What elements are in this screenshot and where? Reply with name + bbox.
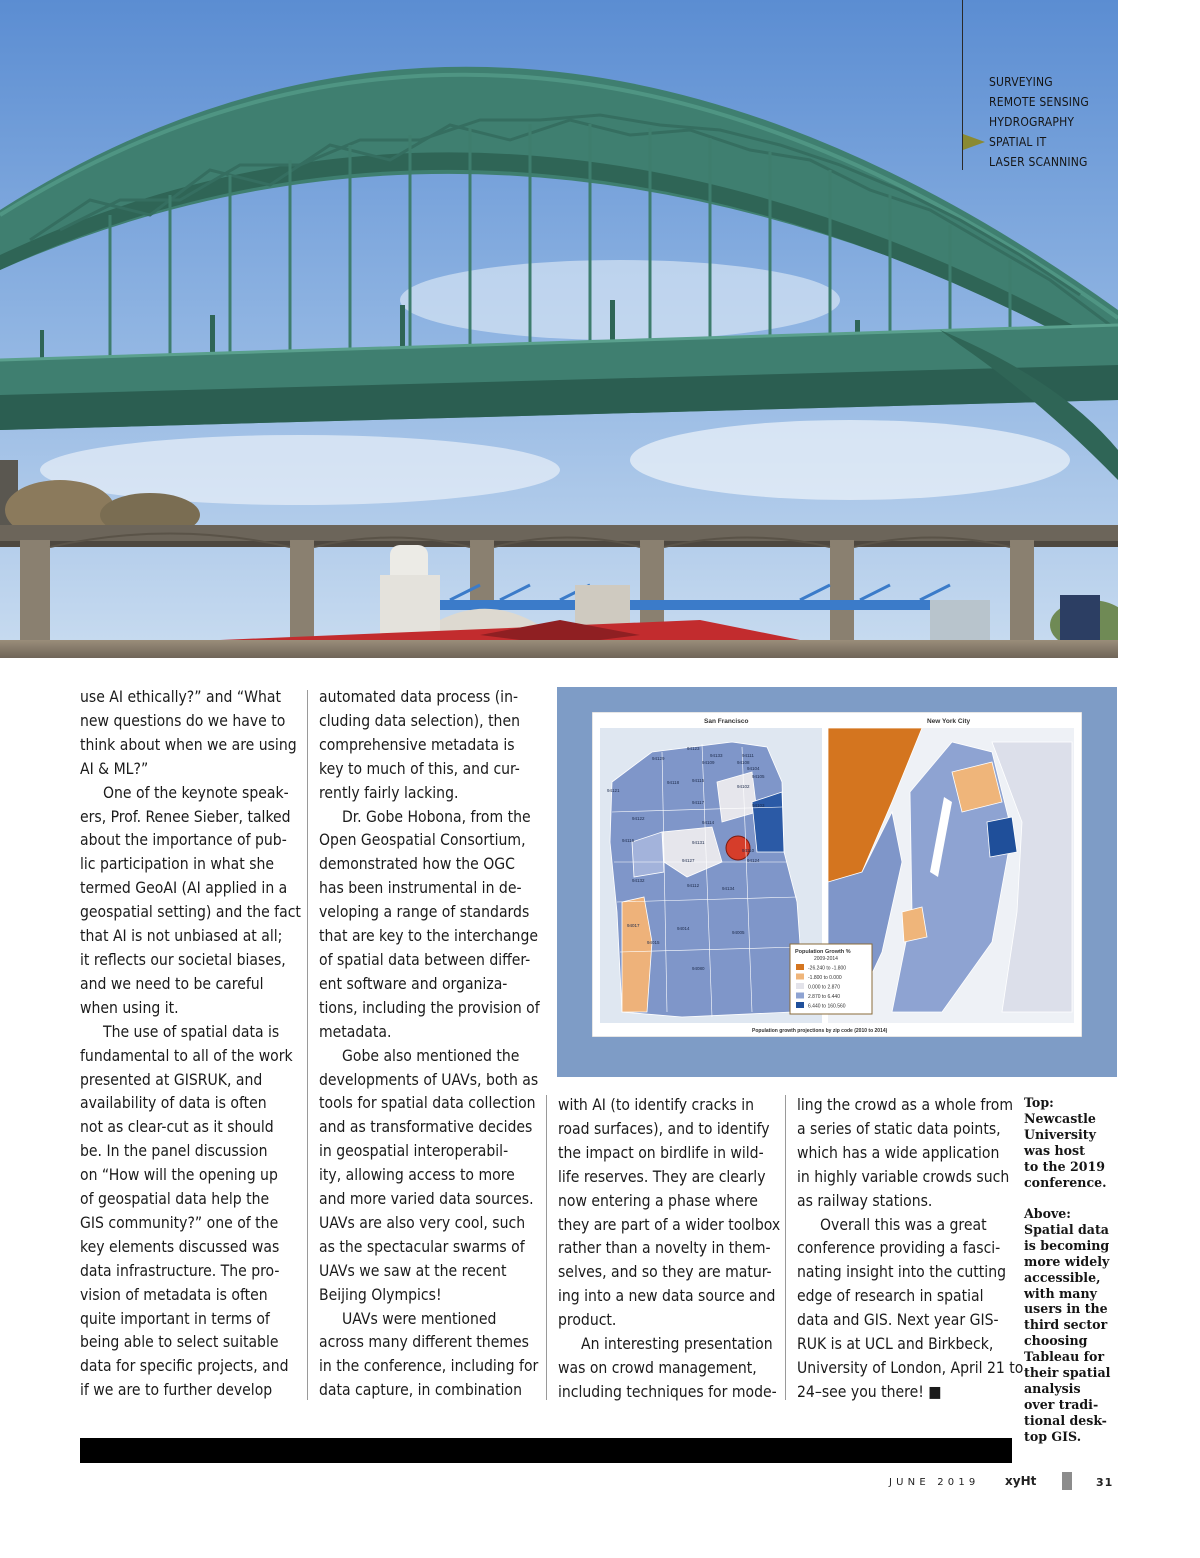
zip-label: 94104: [747, 766, 760, 771]
column-divider: [307, 690, 308, 1400]
zip-label: 94005: [732, 930, 745, 935]
zip-label: 94133: [710, 753, 723, 758]
text-line: ers, Prof. Renee Sieber, talked: [80, 807, 291, 826]
caption-line: their spatial: [1024, 1365, 1111, 1381]
topic-item-active: SPATIAL IT: [989, 135, 1047, 149]
caption-line: with many: [1024, 1285, 1097, 1301]
zip-label: 94132: [632, 878, 645, 883]
text-line: about the importance of pub-: [80, 831, 287, 850]
map-footer: Population growth projections by zip code (2010 to 2014): [752, 1028, 888, 1034]
caption-line: University: [1024, 1126, 1096, 1142]
caption-line: more widely: [1024, 1253, 1110, 1269]
text-line: which has a wide application: [797, 1143, 1000, 1162]
text-line: be. In the panel discussion: [80, 1142, 268, 1161]
map-legend: [790, 944, 872, 1014]
text-line: new questions do we have to: [80, 711, 286, 730]
sf-map-title: San Francisco: [704, 718, 749, 725]
text-line: GIS community?” one of the: [80, 1213, 279, 1232]
text-line: life reserves. They are clearly: [558, 1167, 766, 1186]
text-line: across many different themes: [319, 1333, 529, 1352]
text-line: vision of metadata is often: [80, 1285, 268, 1304]
text-line: UAVs are also very cool, such: [319, 1213, 526, 1232]
text-line: nating insight into the cutting: [797, 1263, 1007, 1282]
text-line: comprehensive metadata is: [319, 735, 515, 754]
zip-label: 94105: [752, 774, 765, 779]
text-line: in geospatial interoperabil-: [319, 1142, 509, 1161]
legend-label: -26.240 to -1.800: [808, 965, 847, 972]
text-line: it reflects our societal biases,: [80, 950, 286, 969]
caption-line: choosing: [1024, 1333, 1088, 1349]
legend-swatch: [796, 974, 804, 980]
text-line: presented at GISRUK, and: [80, 1070, 263, 1089]
legend-swatch: [796, 993, 804, 999]
legend-label: 0.000 to 2.870: [808, 984, 840, 991]
text-line: product.: [558, 1311, 617, 1330]
text-line: automated data process (in-: [319, 688, 519, 706]
text-line: data and GIS. Next year GIS-: [797, 1311, 999, 1330]
population-growth-map: [592, 712, 1082, 1037]
hero-photo-tyne-bridge: [0, 0, 1118, 658]
article-column-3: [558, 1094, 780, 1405]
caption-line: Above:: [1024, 1206, 1071, 1221]
zip-label: 94109: [702, 760, 715, 765]
text-line: AI & ML?”: [80, 759, 149, 778]
topic-item: REMOTE SENSING: [989, 95, 1090, 109]
caption-line: accessible,: [1024, 1269, 1101, 1285]
sf-map-panel: [600, 728, 822, 1023]
text-line: fundamental to all of the work: [80, 1046, 293, 1065]
caption-line: tional desk-: [1024, 1412, 1107, 1428]
text-line: key elements discussed was: [80, 1237, 280, 1256]
zip-label: 94134: [722, 886, 735, 891]
swing-bridge: [440, 600, 960, 610]
footer-divider-block: [1062, 1472, 1072, 1490]
text-line: selves, and so they are matur-: [558, 1263, 772, 1282]
column-divider: [546, 1095, 547, 1400]
text-line: tools for spatial data collection: [319, 1094, 536, 1113]
text-line: tions, including the provision of: [319, 998, 540, 1017]
caption-line: Top:: [1024, 1095, 1054, 1110]
zip-label: 94015: [647, 940, 660, 945]
text-line: when using it.: [80, 998, 179, 1017]
zip-label: 94123: [687, 746, 700, 751]
caption-line: Tableau for: [1024, 1349, 1105, 1365]
text-line: edge of research in spatial: [797, 1287, 984, 1306]
caption-top: [1024, 1095, 1124, 1190]
text-line: availability of data is often: [80, 1094, 267, 1113]
text-line: metadata.: [319, 1022, 392, 1041]
topic-item: SURVEYING: [989, 75, 1053, 89]
zip-label: 94115: [692, 778, 705, 783]
text-line: Beijing Olympics!: [319, 1285, 442, 1304]
caption-above: [1024, 1206, 1124, 1445]
zip-label: 94117: [692, 800, 705, 805]
zip-label: 94131: [692, 840, 705, 845]
zip-label: 94102: [737, 784, 750, 789]
article-column-1: [80, 686, 301, 1403]
zip-label: 94080: [692, 966, 705, 971]
text-line: Open Geospatial Consortium,: [319, 831, 526, 850]
zip-label: 94014: [677, 926, 690, 931]
caption-line: conference.: [1024, 1174, 1107, 1190]
legend-subtitle: 2009-2014: [814, 956, 838, 962]
text-line: veloping a range of standards: [319, 903, 530, 922]
footer-publication: xyHt: [1005, 1474, 1037, 1488]
text-line: lic participation in what she: [80, 855, 275, 874]
zip-label: 94110: [742, 848, 755, 853]
text-line: developments of UAVs, both as: [319, 1070, 539, 1089]
text-line: An interesting presentation: [581, 1335, 773, 1354]
text-line: UAVs were mentioned: [342, 1309, 497, 1328]
text-line: that AI is not unbiased at all;: [80, 927, 283, 946]
text-line: ity, allowing access to more: [319, 1166, 515, 1185]
zip-label: 94112: [687, 883, 700, 888]
text-line: ing into a new data source and: [558, 1287, 776, 1306]
cloud: [630, 420, 1070, 500]
zip-label: 94103: [752, 803, 765, 808]
caption-line: Newcastle: [1024, 1110, 1096, 1126]
text-line: of spatial data between differ-: [319, 950, 531, 969]
nyc-map-title: New York City: [927, 718, 971, 725]
legend-title: Population Growth %: [795, 949, 851, 955]
text-line: in the conference, including for: [319, 1357, 539, 1376]
text-line: University of London, April 21 to: [797, 1358, 1024, 1377]
river: [0, 640, 1118, 658]
zip-label: 94108: [737, 760, 750, 765]
bridge-illustration: [0, 0, 1118, 658]
text-line: RUK is at UCL and Birkbeck,: [797, 1335, 994, 1354]
text-line: now entering a phase where: [558, 1191, 758, 1210]
article-column-4: [797, 1094, 1023, 1405]
topic-list: [989, 72, 1089, 172]
text-line: ling the crowd as a whole from: [797, 1096, 1014, 1114]
legend-label: -1.800 to 0.000: [808, 975, 842, 981]
text-line: key to much of this, and cur-: [319, 759, 520, 778]
zip-label: 94116: [622, 838, 635, 843]
zip-label: 94111: [742, 753, 754, 758]
text-line: Gobe also mentioned the: [342, 1046, 520, 1065]
text-line: quite important in terms of: [80, 1309, 270, 1328]
map-figure: [557, 687, 1117, 1077]
text-line: with AI (to identify cracks in: [558, 1096, 755, 1114]
text-line: of geospatial data help the: [80, 1190, 270, 1209]
text-line: ent software and organiza-: [319, 974, 508, 993]
text-line: data for specific projects, and: [80, 1357, 289, 1376]
text-line: cluding data selection), then: [319, 711, 520, 730]
text-line: UAVs we saw at the recent: [319, 1261, 507, 1280]
text-line: they are part of a wider toolbox: [558, 1215, 781, 1234]
text-line: on “How will the opening up: [80, 1166, 278, 1185]
text-line: road surfaces), and to identify: [558, 1119, 770, 1138]
zip-label: 94122: [632, 816, 645, 821]
text-line: rently fairly lacking.: [319, 783, 459, 802]
page-number: 31: [1096, 1476, 1114, 1489]
text-line: rather than a novelty in them-: [558, 1239, 771, 1258]
decorative-black-bar: [80, 1438, 1012, 1463]
caption-line: over tradi-: [1024, 1396, 1099, 1412]
text-line: the impact on birdlife in wild-: [558, 1143, 764, 1162]
active-topic-marker-icon: [963, 134, 985, 150]
zip-label: 94118: [667, 780, 680, 785]
text-line: data capture, in combination: [319, 1381, 523, 1400]
article-column-2: [319, 686, 540, 1403]
caption-line: third sector: [1024, 1317, 1108, 1333]
text-line: and we need to be careful: [80, 974, 264, 993]
zip-label: 94114: [702, 820, 715, 825]
text-line: in highly variable crowds such: [797, 1167, 1010, 1186]
text-line: including techniques for mode-: [558, 1382, 777, 1401]
section-topics: [962, 0, 1119, 170]
cloud: [40, 435, 560, 505]
text-line: was on crowd management,: [558, 1358, 757, 1377]
caption-line: was host: [1024, 1142, 1085, 1158]
topic-item: LASER SCANNING: [989, 155, 1088, 169]
text-line: demonstrated how the OGC: [319, 855, 515, 874]
text-line: termed GeoAI (AI applied in a: [80, 879, 288, 898]
text-line: a series of static data points,: [797, 1119, 1001, 1138]
zip-label: 94127: [682, 858, 695, 863]
text-line: use AI ethically?” and “What: [80, 688, 281, 706]
text-line: 24–see you there! ■: [797, 1382, 942, 1401]
text-line: that are key to the interchange: [319, 927, 538, 946]
caption-line: top GIS.: [1024, 1428, 1082, 1444]
text-line: Dr. Gobe Hobona, from the: [342, 807, 531, 826]
legend-label: 6.440 to 160.560: [808, 1003, 846, 1010]
legend-swatch: [796, 1002, 804, 1008]
caption-line: is becoming: [1024, 1237, 1110, 1253]
legend-swatch: [796, 983, 804, 989]
zip-label: 94129: [652, 756, 665, 761]
caption-line: to the 2019: [1024, 1158, 1106, 1174]
topic-item: HYDROGRAPHY: [989, 115, 1075, 129]
cloud: [400, 260, 840, 340]
text-line: think about when we are using: [80, 735, 297, 754]
zip-label: 94017: [627, 923, 640, 928]
text-line: has been instrumental in de-: [319, 879, 522, 898]
footer-month: JUNE 2019: [889, 1477, 980, 1488]
zip-label: 94121: [607, 788, 620, 793]
legend-label: 2.870 to 6.440: [808, 994, 840, 1000]
text-line: data infrastructure. The pro-: [80, 1261, 280, 1280]
caption-line: analysis: [1024, 1380, 1081, 1396]
caption-line: Spatial data: [1024, 1221, 1109, 1237]
zip-label: 94124: [747, 858, 760, 863]
caption-line: users in the: [1024, 1301, 1108, 1317]
text-line: One of the keynote speak-: [103, 783, 289, 802]
text-line: conference providing a fasci-: [797, 1239, 1001, 1258]
text-line: and as transformative decides: [319, 1118, 533, 1137]
text-line: The use of spatial data is: [103, 1022, 280, 1041]
text-line: and more varied data sources.: [319, 1190, 534, 1209]
text-line: if we are to further develop: [80, 1381, 273, 1400]
text-line: Overall this was a great: [820, 1215, 987, 1234]
text-line: as the spectacular swarms of: [319, 1237, 525, 1256]
text-line: being able to select suitable: [80, 1333, 279, 1352]
text-line: geospatial setting) and the fact: [80, 903, 301, 922]
text-line: as railway stations.: [797, 1191, 933, 1210]
text-line: not as clear-cut as it should: [80, 1118, 274, 1137]
legend-swatch: [796, 964, 804, 970]
column-divider: [785, 1095, 786, 1400]
